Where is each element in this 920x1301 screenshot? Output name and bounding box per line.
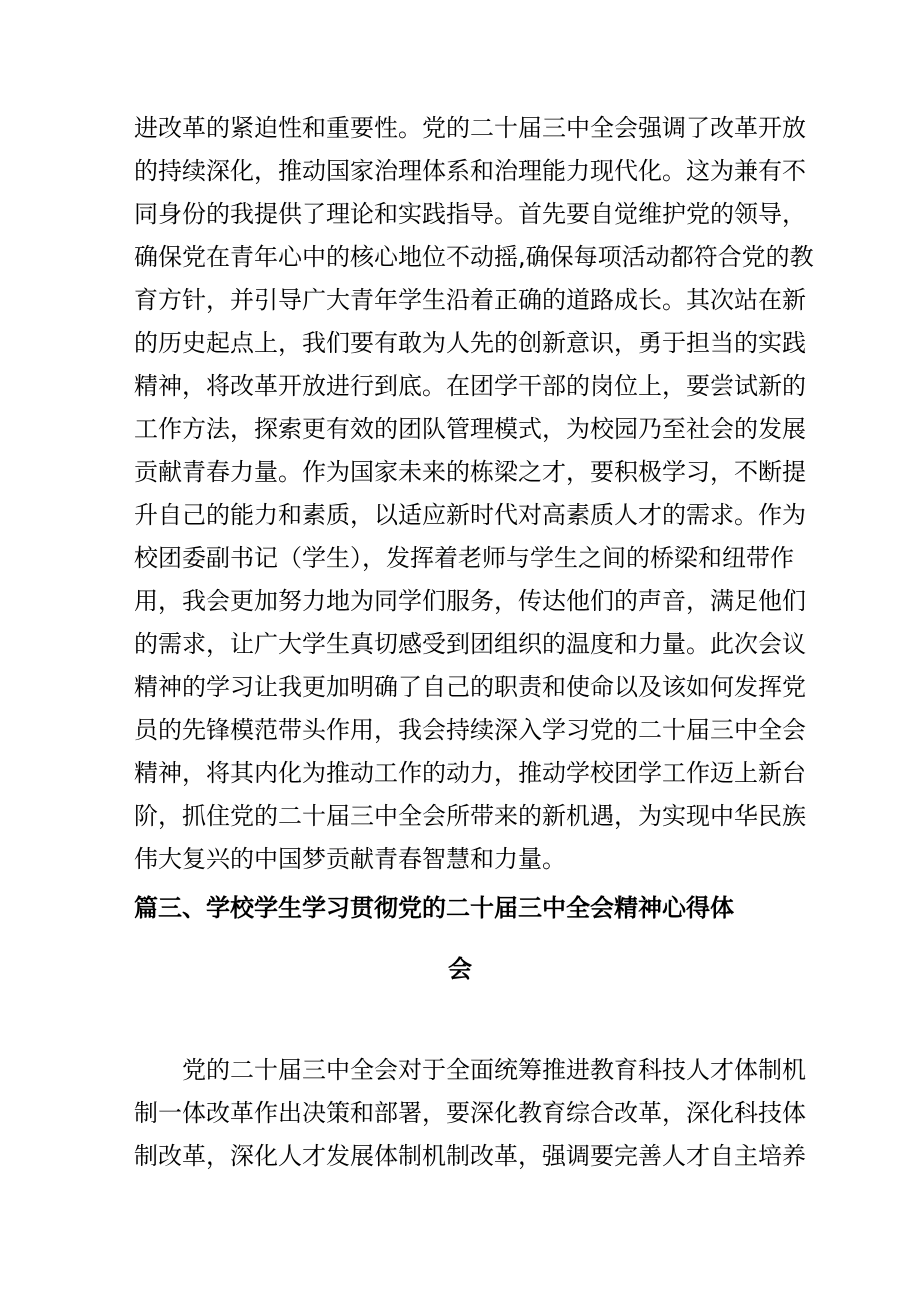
paragraph-1-line: 的历史起点上，我们要有敢为人先的创新意识，勇于担当的实践 [134, 329, 806, 357]
paragraph-2 [134, 1049, 806, 1178]
paragraph-1-line: 用，我会更加努力地为同学们服务，传达他们的声音，满足他们 [134, 587, 806, 615]
paragraph-1-line: 升自己的能力和素质，以适应新时代对高素质人才的需求。作为 [134, 501, 806, 529]
paragraph-1-line: 精神，将改革开放进行到底。在团学干部的岗位上，要尝试新的 [134, 372, 806, 400]
section-heading: 篇三、学校学生学习贯彻党的二十届三中全会精神心得体 [134, 894, 734, 922]
paragraph-1-line: 工作方法，探索更有效的团队管理模式，为校园乃至社会的发展 [134, 415, 806, 443]
paragraph-1-line: 贡献青春力量。作为国家未来的栋梁之才，要积极学习，不断提 [134, 458, 806, 486]
paragraph-1-line: 精神，将其内化为推动工作的动力，推动学校团学工作迈上新台 [134, 759, 806, 787]
paragraph-1 [134, 107, 814, 881]
paragraph-1-line: 阶，抓住党的二十届三中全会所带来的新机遇，为实现中华民族 [134, 802, 806, 830]
paragraph-2-line: 制改革，深化人才发展体制机制改革，强调要完善人才自主培养 [134, 1142, 806, 1170]
section-heading-continuation: 会 [448, 955, 472, 983]
paragraph-1-line: 校团委副书记（学生），发挥着老师与学生之间的桥梁和纽带作 [134, 544, 794, 572]
paragraph-1-line: 同身份的我提供了理论和实践指导。首先要自觉维护党的领导， [134, 200, 806, 228]
paragraph-1-line: 员的先锋模范带头作用，我会持续深入学习党的二十届三中全会 [134, 716, 806, 744]
paragraph-1-line: 育方针，并引导广大青年学生沿着正确的道路成长。其次站在新 [134, 286, 806, 314]
paragraph-1-line: 确保党在青年心中的核心地位不动摇,确保每项活动都符合党的教 [134, 243, 814, 271]
paragraph-1-line: 的需求，让广大学生真切感受到团组织的温度和力量。此次会议 [134, 630, 806, 658]
paragraph-2-line: 制一体改革作出决策和部署，要深化教育综合改革，深化科技体 [134, 1099, 806, 1127]
paragraph-1-line: 的持续深化，推动国家治理体系和治理能力现代化。这为兼有不 [134, 157, 806, 185]
paragraph-1-line: 伟大复兴的中国梦贡献青春智慧和力量。 [134, 845, 566, 873]
paragraph-1-line: 进改革的紧迫性和重要性。党的二十届三中全会强调了改革开放 [134, 114, 806, 142]
paragraph-2-line: 党的二十届三中全会对于全面统筹推进教育科技人才体制机 [182, 1056, 806, 1084]
paragraph-1-line: 精神的学习让我更加明确了自己的职责和使命以及该如何发挥党 [134, 673, 806, 701]
